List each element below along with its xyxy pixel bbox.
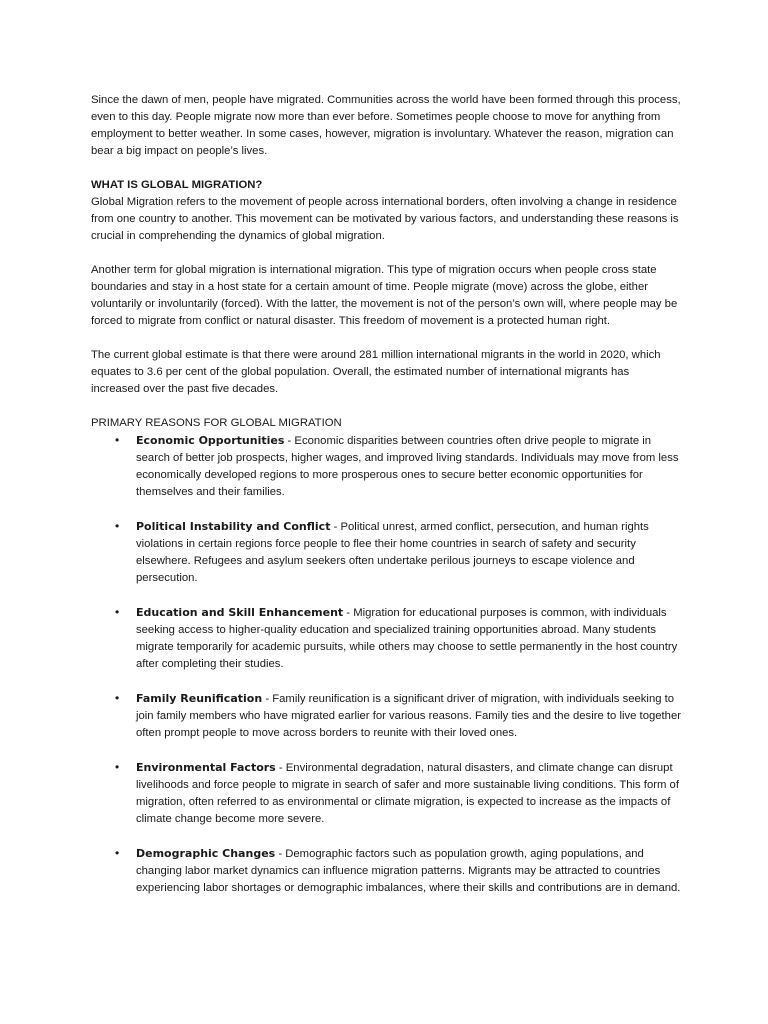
bullet-icon: • [115, 519, 120, 533]
spacer [91, 330, 681, 347]
reasons-heading: PRIMARY REASONS FOR GLOBAL MIGRATION [91, 417, 342, 429]
definition-paragraph: Global Migration refers to the movement of people across international borders, often involving a change in residence from one country to another. This movement can be motivated by various factors, and understanding these reasons is crucial in comprehending the dynamics of global migration. [91, 196, 679, 242]
list-item [91, 845, 681, 897]
bullet-icon: • [115, 691, 120, 705]
section-heading: WHAT IS GLOBAL MIGRATION? [91, 179, 263, 191]
intro-paragraph: Since the dawn of men, people have migrated. Communities across the world have been formed through this process, even to this day. People migrate now more than ever before. Sometimes people choose to move for anything from employment to better weather. In some cases, however, migration is involuntary. Whatever the reason, migration can bear a big impact on people’s lives. [91, 94, 681, 157]
bullet-icon: • [115, 846, 120, 860]
spacer [91, 160, 681, 177]
reason-term: Education and Skill Enhancement [136, 606, 344, 619]
bullet-icon: • [115, 605, 120, 619]
reason-term: Demographic Changes [136, 847, 276, 860]
spacer [91, 398, 681, 415]
reasons-list [91, 432, 681, 897]
document-page [91, 92, 681, 914]
list-item [91, 690, 681, 742]
reason-text: - Economic disparities between countries often drive people to migrate in search of better job prospects, higher wages, and improved living standards. Individuals may move from less economically developed regions to more prosperous ones to secure better economic opportunities for themselves and their families. [136, 435, 679, 498]
reason-text: - Migration for educational purposes is common, with individuals seeking access to higher-quality education and specialized training opportunities abroad. Many students migrate temporarily for academic pursuits, while others may choose to settle permanently in the host country after completing their studies. [136, 607, 678, 670]
list-item [91, 759, 681, 828]
list-item [91, 518, 681, 587]
global-estimate-paragraph: The current global estimate is that there were around 281 million international migrants in the world in 2020, which equates to 3.6 per cent of the global population. Overall, the estimated number of international migrants has increased over the past five decades. [91, 349, 661, 395]
reason-term: Environmental Factors [136, 761, 276, 774]
reason-term: Economic Opportunities [136, 434, 285, 447]
reason-text: - Political unrest, armed conflict, persecution, and human rights violations in certain regions force people to flee their home countries in search of safety and security elsewhere. Refugees and asylum seekers often undertake perilous journeys to escape violence and persecution. [136, 521, 649, 584]
reason-term: Political Instability and Conflict [136, 520, 331, 533]
bullet-icon: • [115, 760, 120, 774]
list-item [91, 604, 681, 673]
reason-text: - Environmental degradation, natural disasters, and climate change can disrupt livelihoods and force people to migrate in search of safer and more sustainable living conditions. This form of migration, often referred to as environmental or climate migration, is expected to increase as the impacts of climate change become more severe. [136, 762, 679, 825]
bullet-icon: • [115, 433, 120, 447]
reason-term: Family Reunification [136, 692, 263, 705]
reason-text: - Family reunification is a significant driver of migration, with individuals seeking to join family members who have migrated earlier for various reasons. Family ties and the desire to live together often prompt people to move across borders to reunite with their loved ones. [136, 693, 682, 739]
spacer [91, 245, 681, 262]
international-migration-paragraph: Another term for global migration is international migration. This type of migration occurs when people cross state boundaries and stay in a host state for a certain amount of time. People migrate (move) across the globe, either voluntarily or involuntarily (forced). With the latter, the movement is not of the person’s own will, where people may be forced to migrate from conflict or natural disaster. This freedom of movement is a protected human right. [91, 264, 678, 327]
list-item [91, 432, 681, 501]
reason-text: - Demographic factors such as population growth, aging populations, and changing labor market dynamics can influence migration patterns. Migrants may be attracted to countries experiencing labor shortages or demographic imbalances, where their skills and contributions are in demand. [136, 848, 681, 894]
